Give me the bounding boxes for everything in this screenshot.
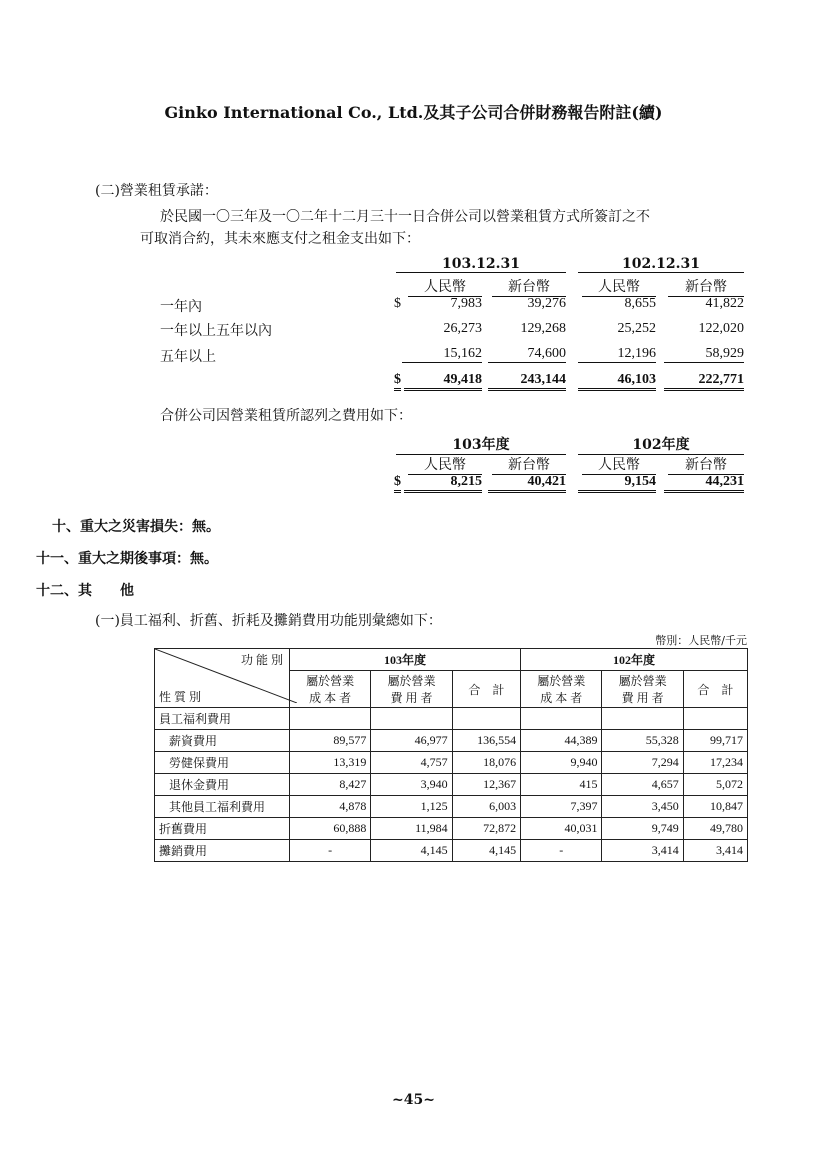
- lease-total: 243,144: [488, 372, 566, 391]
- table-cell: 136,554: [452, 730, 520, 752]
- lease-value: 7,983: [450, 296, 482, 311]
- corner-top-label: 功 能 別: [240, 653, 283, 667]
- col-cost-header: [290, 671, 371, 708]
- table-row: [155, 708, 748, 730]
- col-exp-header: [371, 671, 452, 708]
- table-cell: 5,072: [683, 774, 747, 796]
- table-row: [155, 774, 748, 796]
- table-cell: 12,367: [452, 774, 520, 796]
- lease-value: 129,268: [520, 321, 566, 336]
- col-exp-line1: 屬於營業: [618, 674, 667, 688]
- table-cell: 3,414: [683, 840, 747, 862]
- table-cell: 60,888: [290, 818, 371, 840]
- lease-row-label: 五年以上: [160, 349, 216, 365]
- lease-total: 49,418: [404, 372, 482, 391]
- currency-header: 新台幣: [492, 454, 566, 475]
- col-cost-line1: 屬於營業: [306, 674, 355, 688]
- table-cell: 7,294: [602, 752, 683, 774]
- table-row: [155, 840, 748, 862]
- table-cell: 44,389: [521, 730, 602, 752]
- group-label: 員工福利費用: [155, 708, 290, 730]
- table-cell: 4,757: [371, 752, 452, 774]
- table-cell: 72,872: [452, 818, 520, 840]
- currency-header: 人民幣: [582, 454, 656, 475]
- row-label: 攤銷費用: [155, 840, 290, 862]
- corner-bottom-label: 性 質 別: [159, 690, 202, 704]
- table-cell: 17,234: [683, 752, 747, 774]
- lease-value: 41,822: [705, 296, 744, 311]
- row-label: 其他員工福利費用: [155, 796, 290, 818]
- lease-row-label: 一年內: [160, 299, 202, 315]
- table-cell: 99,717: [683, 730, 747, 752]
- table-row: [155, 730, 748, 752]
- table-cell: 8,427: [290, 774, 371, 796]
- lease-value: 74,600: [488, 346, 566, 363]
- year-header-103: 103年度: [290, 649, 521, 671]
- table-cell: 7,397: [521, 796, 602, 818]
- table-cell: 55,328: [602, 730, 683, 752]
- row-label: 退休金費用: [155, 774, 290, 796]
- expense-value: 9,154: [578, 474, 656, 493]
- currency-header: 新台幣: [492, 276, 566, 297]
- currency-unit: 幣別：人民幣/千元: [655, 634, 747, 647]
- lease-heading: (二)營業租賃承諾：: [95, 183, 218, 199]
- table-cell: 18,076: [452, 752, 520, 774]
- table-cell: 9,940: [521, 752, 602, 774]
- table-cell: 4,145: [371, 840, 452, 862]
- section-11: 十一、重大之期後事項：無。: [36, 551, 218, 567]
- table-cell: 11,984: [371, 818, 452, 840]
- expense-value: 44,231: [664, 474, 744, 493]
- col-total-header: 合 計: [683, 671, 747, 708]
- page-title: Ginko International Co., Ltd.及其子公司合併財務報告附註(續): [164, 103, 663, 122]
- table-cell: 6,003: [452, 796, 520, 818]
- expense-period-header: 103年度: [396, 434, 566, 455]
- table-cell: 49,780: [683, 818, 747, 840]
- lease-value: 58,929: [664, 346, 744, 363]
- col-exp-line2: 費 用 者: [390, 691, 433, 705]
- expense-text: 合併公司因營業租賃所認列之費用如下：: [160, 408, 412, 424]
- row-label: 勞健保費用: [155, 752, 290, 774]
- col-total-header: 合 計: [452, 671, 520, 708]
- lease-paragraph-line1: 於民國一〇三年及一〇二年十二月三十一日合併公司以營業租賃方式所簽訂之不: [160, 209, 650, 225]
- table-cell: 415: [521, 774, 602, 796]
- corner-header: [155, 649, 290, 708]
- year-header-102: 102年度: [521, 649, 748, 671]
- lease-paragraph-line2: 可取消合約，其未來應支付之租金支出如下：: [140, 231, 420, 247]
- table-cell: 3,940: [371, 774, 452, 796]
- lease-value: 15,162: [402, 346, 482, 363]
- function-nature-table: [154, 648, 748, 862]
- table-cell: 89,577: [290, 730, 371, 752]
- table-cell: 3,414: [602, 840, 683, 862]
- lease-value: 26,273: [443, 321, 482, 336]
- dollar-sign: $: [394, 474, 401, 493]
- table-row: [155, 752, 748, 774]
- col-exp-line2: 費 用 者: [621, 691, 664, 705]
- dollar-sign: $: [394, 372, 401, 391]
- expense-value: 8,215: [404, 474, 482, 493]
- section-12-subheading: (一)員工福利、折舊、折耗及攤銷費用功能別彙總如下：: [95, 613, 442, 629]
- currency-header: 新台幣: [668, 454, 744, 475]
- lease-value: 25,252: [617, 321, 656, 336]
- table-cell: 9,749: [602, 818, 683, 840]
- col-exp-header: [602, 671, 683, 708]
- table-cell: 4,657: [602, 774, 683, 796]
- col-cost-header: [521, 671, 602, 708]
- dollar-sign: $: [394, 296, 401, 311]
- lease-total: 46,103: [578, 372, 656, 391]
- table-cell: 13,319: [290, 752, 371, 774]
- row-label: 薪資費用: [155, 730, 290, 752]
- table-cell: 4,878: [290, 796, 371, 818]
- table-row: [155, 818, 748, 840]
- lease-row-label: 一年以上五年以內: [160, 323, 272, 339]
- lease-value: 122,020: [698, 321, 744, 336]
- table-cell: 3,450: [602, 796, 683, 818]
- period-header-102: 102.12.31: [578, 256, 744, 273]
- lease-total: 222,771: [664, 372, 744, 391]
- col-cost-line2: 成 本 者: [309, 691, 352, 705]
- currency-header: 人民幣: [408, 276, 482, 297]
- lease-value: 8,655: [624, 296, 656, 311]
- table-row: [155, 796, 748, 818]
- table-cell: -: [290, 840, 371, 862]
- table-cell: -: [521, 840, 602, 862]
- row-label: 折舊費用: [155, 818, 290, 840]
- table-cell: 40,031: [521, 818, 602, 840]
- table-cell: 46,977: [371, 730, 452, 752]
- expense-value: 40,421: [488, 474, 566, 493]
- table-cell: 10,847: [683, 796, 747, 818]
- col-cost-line2: 成 本 者: [540, 691, 583, 705]
- section-10: 十、重大之災害損失：無。: [52, 519, 220, 535]
- table-cell: 4,145: [452, 840, 520, 862]
- table-cell: 1,125: [371, 796, 452, 818]
- col-cost-line1: 屬於營業: [537, 674, 586, 688]
- period-header-103: 103.12.31: [396, 256, 566, 273]
- currency-header: 人民幣: [408, 454, 482, 475]
- section-12: 十二、其 他: [36, 583, 134, 599]
- page-number: ~45~: [392, 1092, 435, 1108]
- currency-header: 新台幣: [668, 276, 744, 297]
- lease-value: 39,276: [527, 296, 566, 311]
- expense-period-header: 102年度: [578, 434, 744, 455]
- lease-value: 12,196: [578, 346, 656, 363]
- currency-header: 人民幣: [582, 276, 656, 297]
- col-exp-line1: 屬於營業: [387, 674, 436, 688]
